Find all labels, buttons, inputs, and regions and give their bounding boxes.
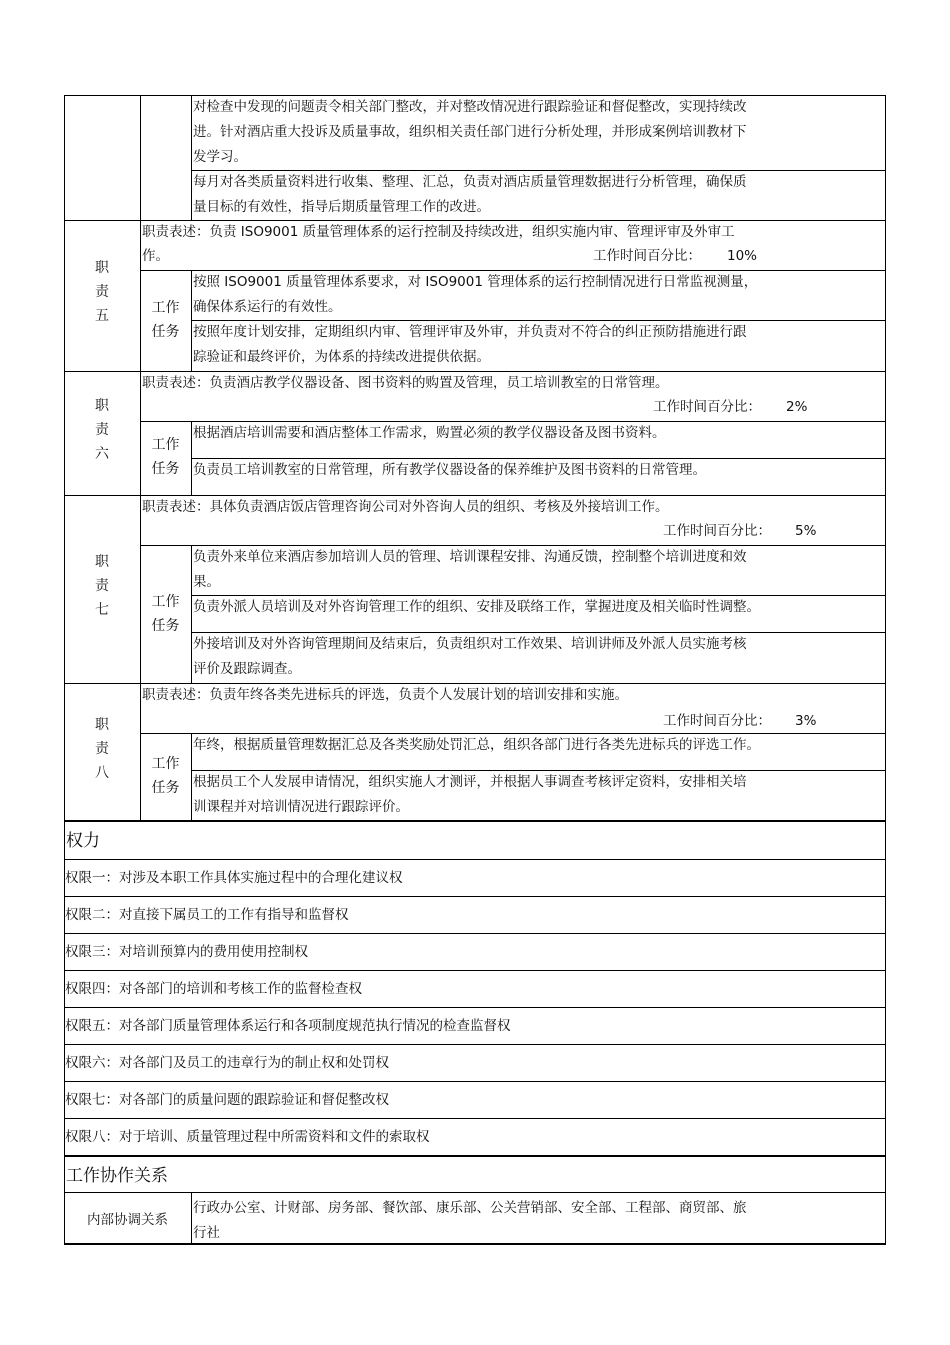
table-border-vertical <box>191 421 192 495</box>
authority-item: 权限六：对各部门及员工的违章行为的制止权和处罚权 <box>65 1055 389 1071</box>
table-border-horizontal <box>64 1007 886 1008</box>
task-text: 根据员工个人发展申请情况，组织实施人才测评，并根据人事调查考核评定资料，安排相关培 <box>193 774 747 790</box>
table-border-horizontal <box>191 170 886 171</box>
table-border-vertical <box>191 1192 192 1244</box>
task-text: 果。 <box>193 574 220 590</box>
duty-description: 职责表述：具体负责酒店饭店管理咨询公司对外咨询人员的组织、考核及外接培训工作。 <box>142 499 669 515</box>
authority-item: 权限四：对各部门的培训和考核工作的监督检查权 <box>65 981 362 997</box>
duty-description: 职责表述：负责 ISO9001 质量管理体系的运行控制及持续改进，组织实施内审、管理评审及外审工 <box>142 224 735 240</box>
task-text: 发学习。 <box>193 149 247 165</box>
task-text: 训课程并对培训情况进行跟踪评价。 <box>193 799 409 815</box>
task-label-text: 任务 <box>151 461 180 477</box>
duty-label-char: 六 <box>95 446 109 462</box>
authority-item: 权限一：对涉及本职工作具体实施过程中的合理化建议权 <box>65 870 403 886</box>
table-border-horizontal <box>64 1118 886 1119</box>
time-percent-value: 2% <box>786 399 808 415</box>
time-percent-label: 工作时间百分比： <box>663 713 771 729</box>
task-label-text: 任务 <box>151 324 180 340</box>
task-label <box>140 590 191 638</box>
task-label-text: 任务 <box>151 780 180 796</box>
authority-item: 权限七：对各部门的质量问题的跟踪验证和督促整改权 <box>65 1092 389 1108</box>
table-border-vertical <box>64 1157 65 1244</box>
authority-title: 权力 <box>66 831 100 851</box>
task-label <box>140 752 191 800</box>
task-text: 确保体系运行的有效性。 <box>193 299 342 315</box>
task-label <box>140 433 191 481</box>
duty-label <box>64 256 140 328</box>
table-border-vertical <box>191 733 192 820</box>
table-border-vertical <box>191 95 192 220</box>
table-border-vertical <box>140 371 141 495</box>
task-text: 评价及跟踪调查。 <box>193 661 301 677</box>
duty-label <box>64 713 140 785</box>
table-border-vertical <box>191 545 192 683</box>
table-border-horizontal <box>64 859 886 860</box>
task-text: 量目标的有效性，指导后期质量管理工作的改进。 <box>193 199 490 215</box>
task-text: 年终，根据质量管理数据汇总及各类奖励处罚汇总，组织各部门进行各类先进标兵的评选工作。 <box>193 737 760 753</box>
time-percent-value: 3% <box>795 713 817 729</box>
table-border-horizontal <box>191 632 886 633</box>
table-border-horizontal <box>191 595 886 596</box>
table-border-horizontal <box>64 1081 886 1082</box>
table-border-vertical <box>191 270 192 371</box>
table-border-vertical <box>140 683 141 820</box>
task-text: 按照 ISO9001 质量管理体系要求，对 ISO9001 管理体系的运行控制情况进行日常监视测量， <box>193 274 758 290</box>
time-percent-label: 工作时间百分比： <box>653 399 761 415</box>
duty-label-char: 职 <box>95 260 109 276</box>
task-text: 根据酒店培训需要和酒店整体工作需求，购置必须的教学仪器设备及图书资料。 <box>193 425 666 441</box>
table-border-horizontal <box>64 1155 886 1157</box>
duty-description: 职责表述：负责酒店教学仪器设备、图书资料的购置及管理，员工培训教室的日常管理。 <box>142 375 669 391</box>
table-border-horizontal <box>64 1044 886 1045</box>
duty-description: 职责表述：负责年终各类先进标兵的评选，负责个人发展计划的培训安排和实施。 <box>142 687 628 703</box>
table-border-vertical <box>885 1157 886 1244</box>
authority-item: 权限三：对培训预算内的费用使用控制权 <box>65 944 308 960</box>
authority-item: 权限五：对各部门质量管理体系运行和各项制度规范执行情况的检查监督权 <box>65 1018 511 1034</box>
duty-label-char: 责 <box>95 284 109 300</box>
task-label-text: 工作 <box>151 300 180 316</box>
duty-label-char: 职 <box>95 717 109 733</box>
time-percent-label: 工作时间百分比： <box>593 248 701 264</box>
table-border-horizontal <box>191 770 886 771</box>
task-text: 进。针对酒店重大投诉及质量事故，组织相关责任部门进行分析处理，并形成案例培训教材下 <box>193 124 747 140</box>
time-percent-value: 10% <box>727 248 758 264</box>
internal-coordination-label: 内部协调关系 <box>87 1212 168 1228</box>
task-text: 踪验证和最终评价，为体系的持续改进提供依据。 <box>193 349 490 365</box>
table-border-vertical <box>140 220 141 371</box>
duty-label-char: 七 <box>95 602 109 618</box>
internal-coordination-text: 行社 <box>193 1225 220 1241</box>
table-border-horizontal <box>191 320 886 321</box>
table-border-vertical <box>885 95 886 822</box>
duty-label-char: 五 <box>95 308 109 324</box>
table-border-horizontal <box>64 820 886 822</box>
table-border-horizontal <box>64 970 886 971</box>
duty-label-char: 责 <box>95 578 109 594</box>
internal-coordination-text: 行政办公室、计财部、房务部、餐饮部、康乐部、公关营销部、安全部、工程部、商贸部、旅 <box>193 1200 747 1216</box>
table-border-vertical <box>64 822 65 1157</box>
cooperation-title: 工作协作关系 <box>66 1166 168 1186</box>
task-label-text: 任务 <box>151 618 180 634</box>
duty-label-char: 责 <box>95 741 109 757</box>
task-text: 负责外来单位来酒店参加培训人员的管理、培训课程安排、沟通反馈，控制整个培训进度和效 <box>193 549 747 565</box>
table-border-horizontal <box>64 1243 886 1245</box>
table-border-vertical <box>140 495 141 683</box>
duty-description: 作。 <box>142 248 169 264</box>
table-border-vertical <box>885 822 886 1157</box>
table-border-horizontal <box>64 1192 886 1193</box>
table-border-horizontal <box>64 933 886 934</box>
table-border-horizontal <box>191 458 886 459</box>
task-label <box>140 296 191 344</box>
time-percent-value: 5% <box>795 523 817 539</box>
task-label-text: 工作 <box>151 437 180 453</box>
authority-item: 权限八：对于培训、质量管理过程中所需资料和文件的索取权 <box>65 1129 430 1145</box>
task-text: 按照年度计划安排，定期组织内审、管理评审及外审，并负责对不符合的纠正预防措施进行跟 <box>193 324 747 340</box>
task-text: 外接培训及对外咨询管理期间及结束后，负责组织对工作效果、培训讲师及外派人员实施考核 <box>193 636 747 652</box>
task-text: 负责员工培训教室的日常管理，所有教学仪器设备的保养维护及图书资料的日常管理。 <box>193 462 706 478</box>
duty-label-char: 职 <box>95 398 109 414</box>
duty-label-char: 职 <box>95 554 109 570</box>
task-text: 每月对各类质量资料进行收集、整理、汇总，负责对酒店质量管理数据进行分析管理，确保质 <box>193 174 747 190</box>
task-label-text: 工作 <box>151 756 180 772</box>
task-text: 负责外派人员培训及对外咨询管理工作的组织、安排及联络工作，掌握进度及相关临时性调整。 <box>193 599 760 615</box>
table-border-horizontal <box>64 896 886 897</box>
duty-label <box>64 550 140 622</box>
duty-label <box>64 394 140 466</box>
duty-label-char: 责 <box>95 422 109 438</box>
time-percent-label: 工作时间百分比： <box>663 523 771 539</box>
task-text: 对检查中发现的问题责令相关部门整改，并对整改情况进行跟踪验证和督促整改，实现持续改 <box>193 99 747 115</box>
duty-label-char: 八 <box>95 765 109 781</box>
table-border-vertical <box>64 95 65 822</box>
authority-item: 权限二：对直接下属员工的工作有指导和监督权 <box>65 907 349 923</box>
table-border-vertical <box>140 95 141 220</box>
task-label-text: 工作 <box>151 594 180 610</box>
